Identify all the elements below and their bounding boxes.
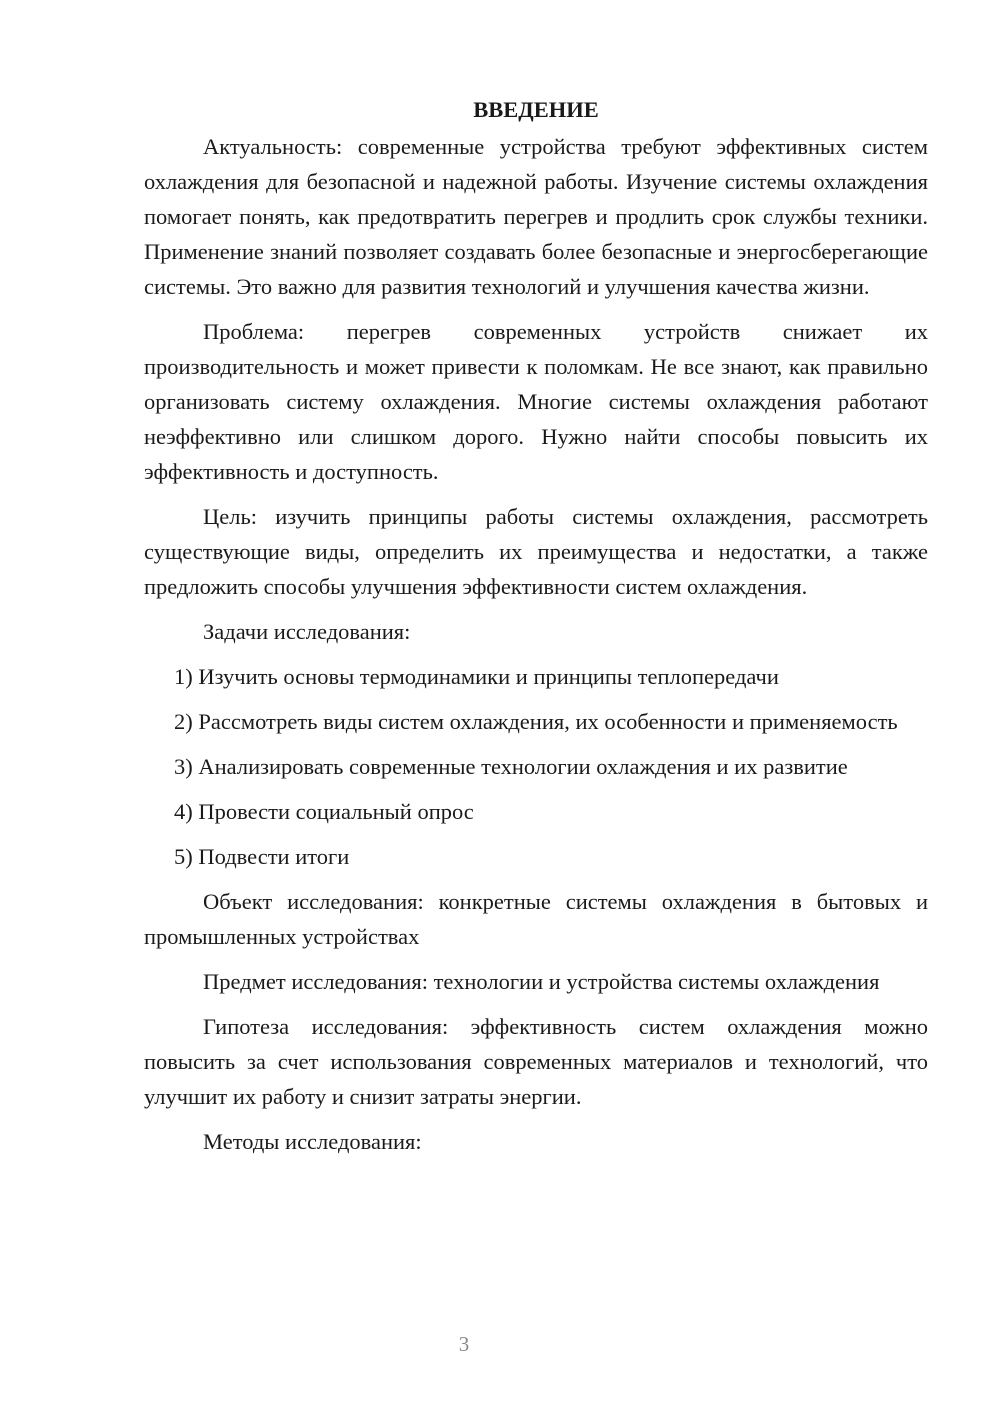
task-item: 5) Подвести итоги [174, 844, 350, 869]
page-title: ВВЕДЕНИЕ [473, 97, 599, 122]
problem-paragraph: Проблема: перегрев современных устройств снижает их производительность и может привести к поломкам. Не все знают, как правильно организовать систему охлаждения. Многие системы охлаждения работают неэффективно или слишком дорого. Нужно найти способы повысить их эффективность и доступность. [144, 319, 928, 484]
tasks-heading: Задачи исследования: [203, 619, 411, 644]
task-item: 4) Провести социальный опрос [174, 799, 474, 824]
research-subject-paragraph: Предмет исследования: технологии и устройства системы охлаждения [203, 969, 880, 994]
task-item: 3) Анализировать современные технологии охлаждения и их развитие [174, 754, 848, 779]
goal-paragraph: Цель: изучить принципы работы системы охлаждения, рассмотреть существующие виды, определить их преимущества и недостатки, а также предложить способы улучшения эффективности систем охлаждения. [144, 504, 928, 599]
page-number: 3 [458, 1332, 470, 1356]
research-object-paragraph: Объект исследования: конкретные системы охлаждения в бытовых и промышленных устройствах [144, 889, 928, 949]
task-item: 1) Изучить основы термодинамики и принципы теплопередачи [174, 664, 779, 689]
relevance-paragraph: Актуальность: современные устройства требуют эффективных систем охлаждения для безопасной и надежной работы. Изучение системы охлаждения помогает понять, как предотвратить перегрев и продлить срок службы техники. Применение знаний позволяет создавать более безопасные и энергосберегающие системы. Это важно для развития технологий и улучшения качества жизни. [144, 134, 928, 299]
document-body [144, 92, 928, 1169]
methods-heading: Методы исследования: [203, 1129, 422, 1154]
hypothesis-paragraph: Гипотеза исследования: эффективность систем охлаждения можно повысить за счет использования современных материалов и технологий, что улучшит их работу и снизит затраты энергии. [144, 1014, 928, 1109]
task-item: 2) Рассмотреть виды систем охлаждения, их особенности и применяемость [174, 709, 898, 734]
